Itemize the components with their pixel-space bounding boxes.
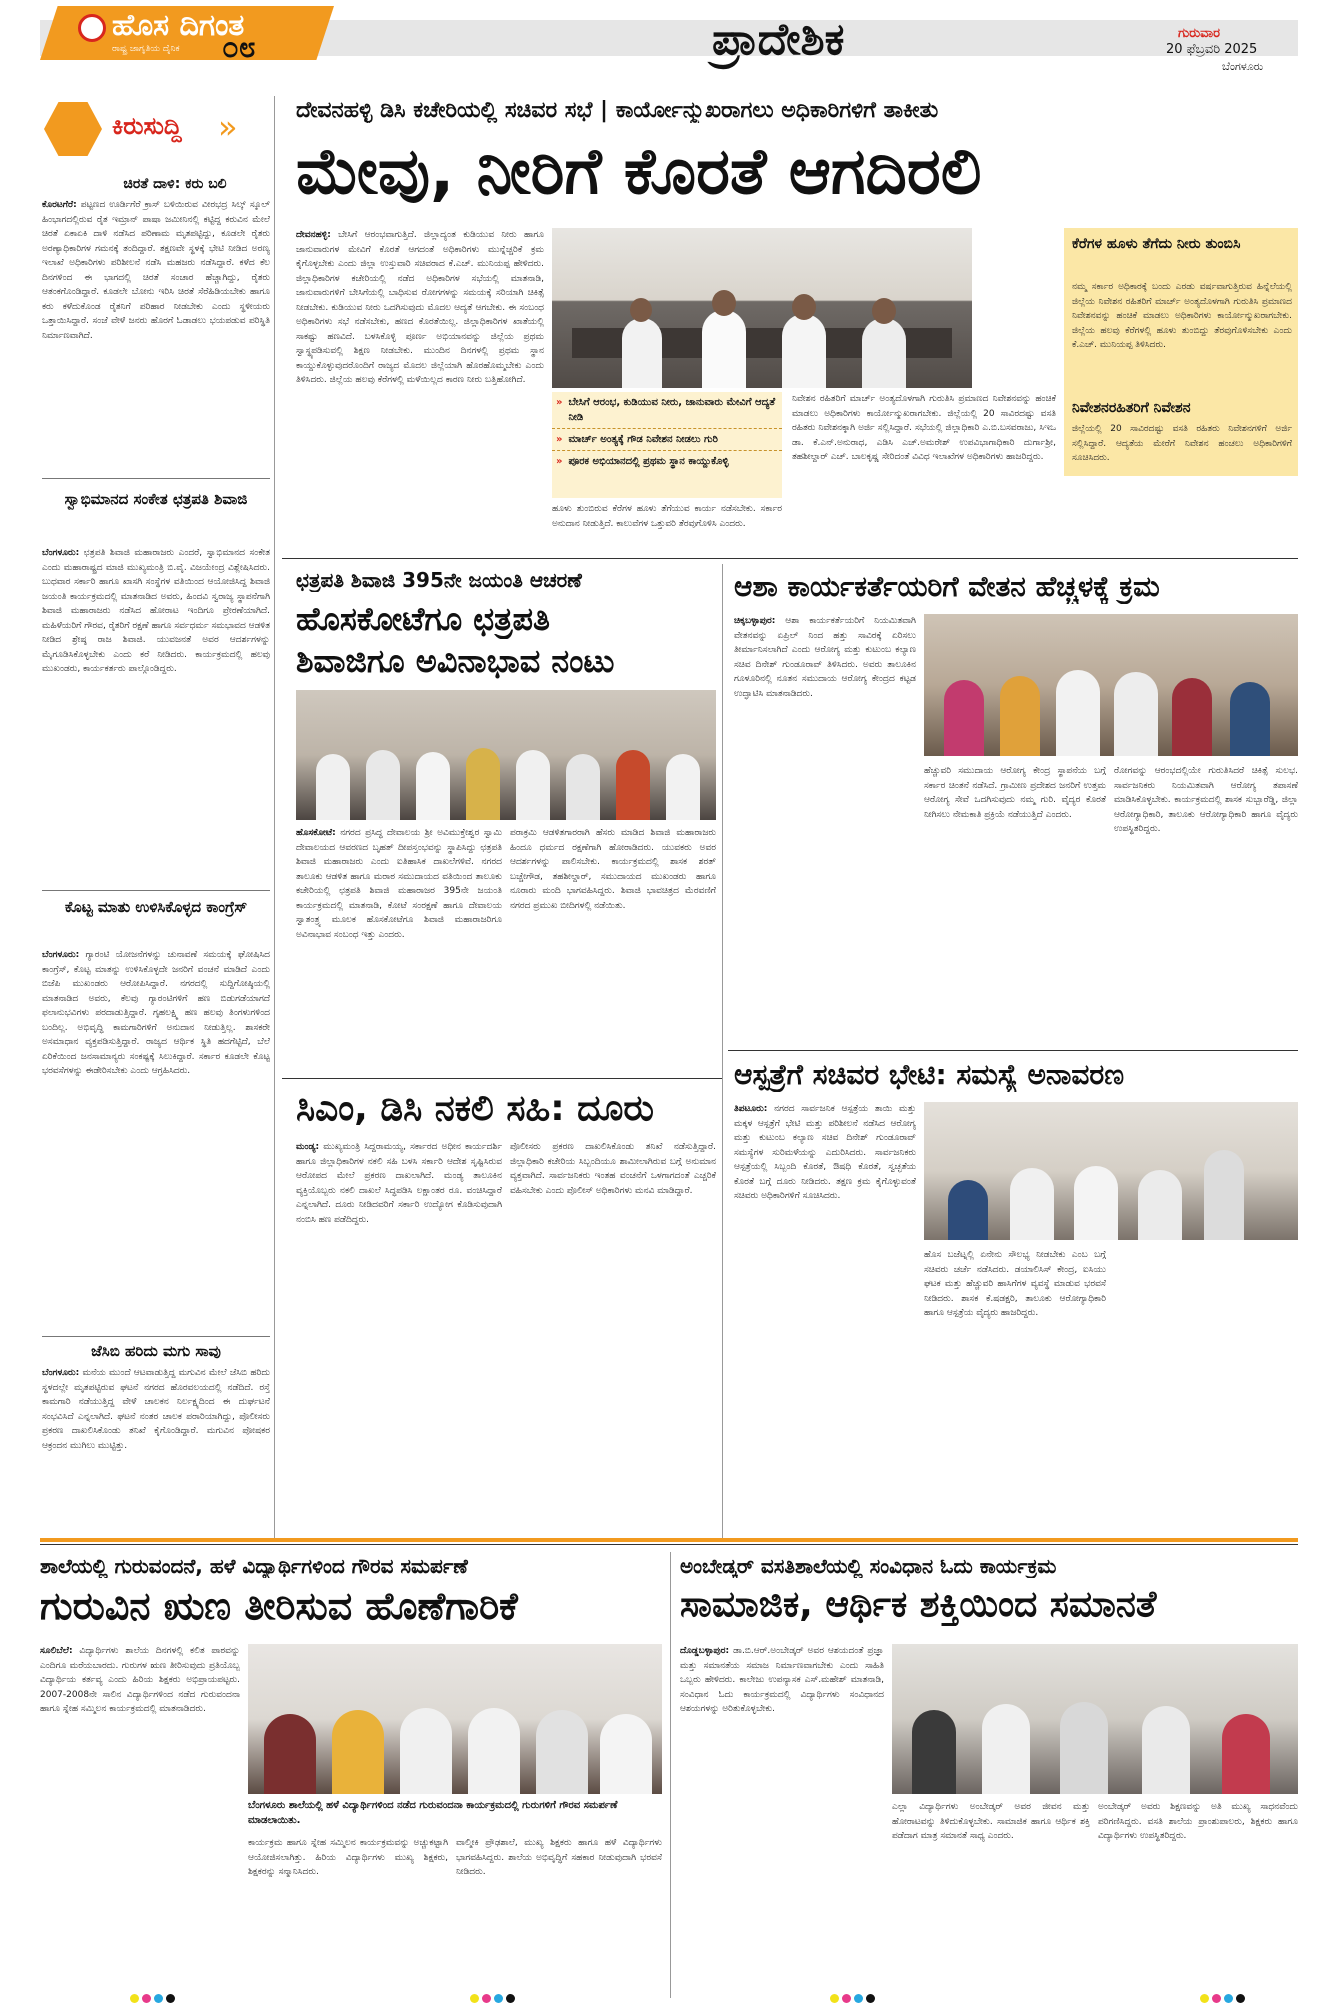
photo-person <box>1056 670 1100 756</box>
photo-person <box>1222 1714 1270 1794</box>
photo-person <box>782 314 826 388</box>
guru-photo <box>248 1644 662 1794</box>
photo-person <box>912 1710 956 1794</box>
photo-person <box>416 752 450 820</box>
photo-person <box>466 748 500 820</box>
shivaji-kicker: ಛತ್ರಪತಿ ಶಿವಾಜಿ 395ನೇ ಜಯಂತಿ ಆಚರಣೆ <box>296 568 582 592</box>
dateline: ಹೊಸಕೋಟೆ: <box>296 828 336 838</box>
ambedkar-col3: ಅಂಬೇಡ್ಕರ್ ಅವರು ಶಿಕ್ಷಣವನ್ನು ಅತಿ ಮುಖ್ಯ ಸಾಧನವೆಂದು ಪರಿಗಣಿಸಿದ್ದರು. ವಸತಿ ಶಾಲೆಯ ಪ್ರಾಂಶುಪಾಲರು, ಶಿಕ್ಷಕರು ಹಾಗೂ ವಿದ್ಯಾರ್ಥಿಗಳು ಉಪಸ್ಥಿತರಿದ್ದರು. <box>1098 1802 1298 1841</box>
lead-photo <box>552 228 972 388</box>
shivaji-headline-2: ಶಿವಾಜಿಗೂ ಅವಿನಾಭಾವ ನಂಟು <box>296 642 615 680</box>
photo-person <box>982 1704 1030 1794</box>
shivaji-headline-1: ಹೊಸಕೋಟೆಗೂ ಛತ್ರಪತಿ <box>296 600 550 638</box>
photo-head <box>792 294 816 320</box>
dateline: ದೇವನಹಳ್ಳಿ: <box>296 230 331 240</box>
photo-person <box>1000 676 1040 756</box>
box-title: ನಿವೇಶನರಹಿತರಿಗೆ ನಿವೇಶನ <box>1072 400 1191 416</box>
sidebar-separator <box>42 1336 270 1337</box>
sidebar-logo <box>40 96 254 162</box>
photo-person <box>1010 1168 1054 1240</box>
chevrons-icon: » <box>218 108 238 146</box>
asha-col1 <box>734 614 916 1044</box>
hospital-col3 <box>1114 1248 1298 1534</box>
dateline: ದೊಡ್ಡಬಳ್ಳಾಪುರ: <box>680 1646 730 1656</box>
asha-headline: ಆಶಾ ಕಾರ್ಯಕರ್ತೆಯರಿಗೆ ವೇತನ ಹೆಚ್ಚಳಕ್ಕೆ ಕ್ರಮ <box>734 570 1160 603</box>
guru-col1 <box>40 1644 240 1984</box>
sidebar-story-title: ಜೆಸಿಬಿ ಹರಿದು ಮಗು ಸಾವು <box>91 1342 221 1360</box>
guru-col3: ವಾಲ್ಮೀಕಿ ಪ್ರೌಢಶಾಲೆ, ಮುಖ್ಯ ಶಿಕ್ಷಕರು ಹಾಗೂ ಹಳೆ ವಿದ್ಯಾರ್ಥಿಗಳು ಭಾಗವಹಿಸಿದ್ದರು. ಶಾಲೆಯ ಅಭಿವೃದ್ಧಿಗೆ ಸಹಕಾರ ನೀಡುವುದಾಗಿ ಭರವಸೆ ನೀಡಿದರು. <box>456 1838 662 1877</box>
story-text: ವಿದ್ಯಾರ್ಥಿಗಳು ಶಾಲೆಯ ದಿನಗಳಲ್ಲಿ ಕಲಿತ ಪಾಠವನ್ನು ಎಂದಿಗೂ ಮರೆಯಬಾರದು. ಗುರುಗಳ ಋಣ ತೀರಿಸುವುದು ಪ್ರತಿಯೊಬ್ಬ ವಿದ್ಯಾರ್ಥಿಯ ಕರ್ತವ್ಯ ಎಂದು ಹಿರಿಯ ಶಿಕ್ಷಕರು ಅಭಿಪ್ರಾಯಪಟ್ಟರು. 2007-2008ನೇ ಸಾಲಿನ ವಿದ್ಯಾರ್ಥಿಗಳಿಂದ ನಡೆದ ಗುರುವಂದನಾ ಹಾಗೂ ಸ್ನೇಹ ಸಮ್ಮಿಲನ ಕಾರ್ಯಕ್ರಮದಲ್ಲಿ ಮಾತನಾಡಿದರು. <box>40 1646 240 1714</box>
sidebar-logo-text: ಕಿರುಸುದ್ದಿ <box>112 112 182 140</box>
story-text: ಗ್ಯಾರಂಟಿ ಯೋಜನೆಗಳನ್ನು ಚುನಾವಣೆ ಸಮಯಕ್ಕೆ ಘೋಷಿಸಿದ ಕಾಂಗ್ರೆಸ್, ಕೊಟ್ಟ ಮಾತನ್ನು ಉಳಿಸಿಕೊಳ್ಳದೇ ಜನರಿಗೆ ವಂಚನೆ ಮಾಡಿದೆ ಎಂದು ಬಿಜೆಪಿ ಮುಖಂಡರು ಆರೋಪಿಸಿದ್ದಾರೆ. ನಗರದಲ್ಲಿ ಸುದ್ದಿಗೋಷ್ಠಿಯಲ್ಲಿ ಮಾತನಾಡಿದ ಅವರು, ಕೆಲವು ಗ್ಯಾರಂಟಿಗಳಿಗೆ ಹಣ ಬಿಡುಗಡೆಯಾಗದೆ ಫಲಾನುಭವಿಗಳು ಪರದಾಡುತ್ತಿದ್ದಾರೆ. ಗೃಹಲಕ್ಷ್ಮಿ ಹಣ ಹಲವು ತಿಂಗಳುಗಳಿಂದ ಬಂದಿಲ್ಲ. ಅಭಿವೃದ್ಧಿ ಕಾಮಗಾರಿಗಳಿಗೆ ಅನುದಾನ ನೀಡುತ್ತಿಲ್ಲ. ಶಾಸಕರೇ ಅಸಮಾಧಾನ ವ್ಯಕ್ತಪಡಿಸುತ್ತಿದ್ದಾರೆ. ರಾಜ್ಯದ ಆರ್ಥಿಕ ಸ್ಥಿತಿ ಹದಗೆಟ್ಟಿದೆ, ಬೆಲೆ ಏರಿಕೆಯಿಂದ ಜನಸಾಮಾನ್ಯರು ಸಂಕಷ್ಟಕ್ಕೆ ಸಿಲುಕಿದ್ದಾರೆ. ಸರ್ಕಾರ ಕೂಡಲೇ ಕೊಟ್ಟ ಭರವಸೆಗಳನ್ನು ಈಡೇರಿಸಬೇಕು ಎಂದು ಆಗ್ರಹಿಸಿದರು. <box>42 950 270 1076</box>
story-text: ಡಾ.ಬಿ.ಆರ್.ಅಂಬೇಡ್ಕರ್ ಅವರ ಆಶಯದಂತೆ ಪ್ರಜ್ಞಾ ಮತ್ತು ಸಮಾನತೆಯ ಸಮಾಜ ನಿರ್ಮಾಣವಾಗಬೇಕು ಎಂದು ಸಾಹಿತಿ ಒಬ್ಬರು ಹೇಳಿದರು. ಕಾಲೇಜು ಉಪನ್ಯಾಸಕ ಎಸ್.ಮಹೇಶ್ ಮಾತನಾಡಿ, ಸಂವಿಧಾನ ಓದು ಕಾರ್ಯಕ್ರಮದಲ್ಲಿ ವಿದ್ಯಾರ್ಥಿಗಳು ಸಂವಿಧಾನದ ಆಶಯಗಳನ್ನು ಅರಿತುಕೊಳ್ಳಬೇಕು. <box>680 1646 884 1714</box>
photo-person <box>468 1708 520 1794</box>
hand-icon <box>44 102 102 156</box>
shivaji-col1 <box>296 826 502 1072</box>
asha-col3: ರೋಗವನ್ನು ಆರಂಭದಲ್ಲಿಯೇ ಗುರುತಿಸಿದರೆ ಚಿಕಿತ್ಸೆ ಸುಲಭ. ಸಾರ್ವಜನಿಕರು ನಿಯಮಿತವಾಗಿ ಆರೋಗ್ಯ ತಪಾಸಣೆ ಮಾಡಿಸಿಕೊಳ್ಳಬೇಕು. ಕಾರ್ಯಕ್ರಮದಲ್ಲಿ ಶಾಸಕ ಸುಬ್ಬಾರೆಡ್ಡಿ, ಜಿಲ್ಲಾ ಆರೋಗ್ಯಾಧಿಕಾರಿ, ತಾಲೂಕು ಆರೋಗ್ಯಾಧಿಕಾರಿ ಹಾಗೂ ವೈದ್ಯರು ಉಪಸ್ಥಿತರಿದ್ದರು. <box>1114 766 1298 834</box>
sidebar-story-body <box>42 198 270 470</box>
photo-person <box>666 754 700 820</box>
section-divider <box>40 1544 1298 1545</box>
story-text: ನಗರದ ಪ್ರಸಿದ್ಧ ದೇವಾಲಯ ಶ್ರೀ ಅವಿಮುಕ್ತೇಶ್ವರ ಸ್ವಾಮಿ ದೇವಾಲಯದ ಆವರಣದ ಬೃಹತ್ ದೀಪಸ್ತಂಭವನ್ನು ಸ್ಥಾಪಿಸಿದ್ದು ಛತ್ರಪತಿ ಶಿವಾಜಿ ಮಹಾರಾಜರು ಎಂದು ಐತಿಹಾಸಿಕ ದಾಖಲೆಗಳಿವೆ. ನಗರದ ತಾಲೂಕು ಆಡಳಿತ ಹಾಗೂ ಮರಾಠ ಸಮುದಾಯದ ವತಿಯಿಂದ ತಾಲೂಕು ಕಚೇರಿಯಲ್ಲಿ ಛತ್ರಪತಿ ಶಿವಾಜಿ ಮಹಾರಾಜರ 395ನೇ ಜಯಂತಿ ಕಾರ್ಯಕ್ರಮದಲ್ಲಿ ಮಾತನಾಡಿ, ಕೋಟೆ ಸಂರಕ್ಷಣೆ ಹಾಗೂ ದೇವಾಲಯ ಸ್ವಾತಂತ್ರ್ಯ ಮೂಲಕ ಹೊಸಕೋಟೆಗೂ ಶಿವಾಜಿ ಮಹಾರಾಜರಿಗೂ ಅವಿನಾಭಾವ ಸಂಬಂಧ ಇತ್ತು ಎಂದರು. <box>296 828 502 940</box>
dateline: ತಿಪಟೂರು: <box>734 1104 768 1114</box>
sidebar-story-title: ಕೊಟ್ಟ ಮಾತು ಉಳಿಸಿಕೊಳ್ಳದ ಕಾಂಗ್ರೆಸ್ <box>64 898 248 916</box>
photo-head <box>630 298 652 322</box>
photo-person <box>316 754 350 820</box>
section-divider <box>282 558 1298 559</box>
brand-logo-icon <box>78 14 106 42</box>
bullet-item: » ಬೇಸಿಗೆ ಆರಂಭ, ಕುಡಿಯುವ ನೀರು, ಜಾನುವಾರು ಮೇವಿಗೆ ಆದ್ಯತೆ ನೀಡಿ <box>552 392 782 429</box>
photo-person <box>516 750 550 820</box>
column-divider <box>670 1552 671 1998</box>
brand-name: ಹೊಸ ದಿಗಂತ <box>112 8 245 43</box>
story-text: ಛತ್ರಪತಿ ಶಿವಾಜಿ ಮಹಾರಾಜರು ಎಂದರೆ, ಸ್ವಾಭಿಮಾನದ ಸಂಕೇತ ಎಂದು ಮಹಾರಾಷ್ಟ್ರದ ಮಾಜಿ ಮುಖ್ಯಮಂತ್ರಿ ಬಿ.ವೈ. ವಿಜಯೇಂದ್ರ ವಿಶ್ಲೇಷಿಸಿದರು. ಬುಧವಾರ ಸರ್ಕಾರಿ ಹಾಗೂ ಖಾಸಗಿ ಸಂಸ್ಥೆಗಳ ವತಿಯಿಂದ ಆಯೋಜಿಸಿದ್ದ ಶಿವಾಜಿ ಜಯಂತಿ ಕಾರ್ಯಕ್ರಮದಲ್ಲಿ ಮಾತನಾಡಿದ ಅವರು, ಹಿಂದವಿ ಸ್ವರಾಜ್ಯ ಸ್ಥಾಪನೆಗಾಗಿ ಶಿವಾಜಿ ಮಹಾರಾಜರು ನಡೆಸಿದ ಹೋರಾಟ ಇಂದಿಗೂ ಪ್ರೇರಣೆಯಾಗಿದೆ. ಮಹಿಳೆಯರಿಗೆ ಗೌರವ, ರೈತರಿಗೆ ರಕ್ಷಣೆ ಹಾಗೂ ಸರ್ವಧರ್ಮ ಸಮಭಾವದ ಆಡಳಿತ ನೀಡಿದ ಶ್ರೇಷ್ಠ ರಾಜ ಶಿವಾಜಿ. ಯುವಜನತೆ ಅವರ ಆದರ್ಶಗಳನ್ನು ಮೈಗೂಡಿಸಿಕೊಳ್ಳಬೇಕು ಎಂದು ಕರೆ ನೀಡಿದರು. ಕಾರ್ಯಕ್ರಮದಲ್ಲಿ ಹಲವು ಮುಖಂಡರು, ಕಾರ್ಯಕರ್ತರು ಪಾಲ್ಗೊಂಡಿದ್ದರು. <box>42 548 270 674</box>
story-text: ಬೇಸಿಗೆ ಆರಂಭವಾಗುತ್ತಿದೆ. ಜಿಲ್ಲಾದ್ಯಂತ ಕುಡಿಯುವ ನೀರು ಹಾಗೂ ಜಾನುವಾರುಗಳ ಮೇವಿಗೆ ಕೊರತೆ ಆಗದಂತೆ ಅಧಿಕಾರಿಗಳು ಮುನ್ನೆಚ್ಚರಿಕೆ ಕ್ರಮ ಕೈಗೊಳ್ಳಬೇಕು ಎಂದು ಜಿಲ್ಲಾ ಉಸ್ತುವಾರಿ ಸಚಿವರಾದ ಕೆ.ಎಚ್. ಮುನಿಯಪ್ಪ ಹೇಳಿದರು. ಜಿಲ್ಲಾಧಿಕಾರಿಗಳ ಕಚೇರಿಯಲ್ಲಿ ನಡೆದ ಅಧಿಕಾರಿಗಳ ಸಭೆಯಲ್ಲಿ ಮಾತನಾಡಿ, ಜಾನುವಾರುಗಳಿಗೆ ಬೇಸಿಗೆಯಲ್ಲಿ ಬಾಧಿಸುವ ರೋಗಗಳನ್ನು ಸಮಯಕ್ಕೆ ಸರಿಯಾಗಿ ಚಿಕಿತ್ಸೆ ನೀಡಬೇಕು. ಕುಡಿಯುವ ನೀರು ಒದಗಿಸುವುದು ಮೊದಲ ಆದ್ಯತೆ ಆಗಬೇಕು. ಈ ಸಂಬಂಧ ಅಧಿಕಾರಿಗಳು ಸಭೆ ನಡೆಸಬೇಕು, ಹಣದ ಕೊರತೆಯಿಲ್ಲ. ಜಿಲ್ಲಾಧಿಕಾರಿಗಳ ಖಾತೆಯಲ್ಲಿ ಸಾಕಷ್ಟು ಹಣವಿದೆ. ಬಳಸಿಕೊಳ್ಳಿ ಪೂರ್ಣ ಅಭಿಯಾನವನ್ನು ಜಿಲ್ಲೆಯ ಪ್ರಥಮ ಸ್ವಾಸ್ಥ್ಯಪಡಿಸುವಲ್ಲಿ ಶಿಕ್ಷಣ ನೀಡಬೇಕು. ಮುಂದಿನ ದಿನಗಳಲ್ಲಿ ಪ್ರಥಮ ಸ್ಥಾನ ಕಾಯ್ದುಕೊಳ್ಳುವುದರೊಂದಿಗೆ ರಾಜ್ಯದ ಮೊದಲ ಜಿಲ್ಲೆಯಾಗಿ ಹೊರಹೊಮ್ಮಬೇಕು ಎಂದು ತಿಳಿಸಿದರು. ಜಿಲ್ಲೆಯ ಹಲವು ಕೆರೆಗಳಲ್ಲಿ ಮಳೆಯಿಲ್ಲದ ಕಾರಣ ನೀರು ಬತ್ತಿಹೋಗಿದೆ. <box>296 230 544 385</box>
shivaji-photo <box>296 690 716 820</box>
hospital-photo <box>924 1102 1298 1240</box>
lead-body-col3: ನಿವೇಶನ ರಹಿತರಿಗೆ ಮಾರ್ಚ್ ಅಂತ್ಯದೊಳಗಾಗಿ ಗುರುತಿಸಿ ಪ್ರಮಾಣದ ನಿವೇಶನವನ್ನು ಹಂಚಿಕೆ ಮಾಡಲು ಅಧಿಕಾರಿಗಳು ಕಾರ್ಯೋನ್ಮುಖರಾಗಬೇಕು. ಜಿಲ್ಲೆಯಲ್ಲಿ 20 ಸಾವಿರದಷ್ಟು ವಸತಿ ರಹಿತರು ನಿವೇಶನಕ್ಕಾಗಿ ಅರ್ಜಿ ಸಲ್ಲಿಸಿದ್ದಾರೆ. ಸಭೆಯಲ್ಲಿ ಜಿಲ್ಲಾಧಿಕಾರಿ ಎ.ಬಿ.ಬಸವರಾಜು, ಸಿಇಒ ಡಾ. ಕೆ.ಎನ್.ಅನುರಾಧ, ಎಡಿಸಿ ಎಚ್.ಅಮರೇಶ್ ಉಪವಿಭಾಗಾಧಿಕಾರಿ ದುರ್ಗಾಶ್ರೀ, ತಹಶೀಲ್ದಾರ್ ಎಚ್. ಬಾಲಕೃಷ್ಣ ಸೇರಿದಂತೆ ವಿವಿಧ ಇಲಾಖೆಗಳ ಅಧಿಕಾರಿಗಳು ಹಾಜರಿದ್ದರು. <box>792 394 1056 462</box>
photo-person <box>1142 1706 1190 1794</box>
sidebar-divider <box>274 96 275 1540</box>
registration-marks <box>130 1994 175 2003</box>
story-text: ನಗರದ ಸಾರ್ವಜನಿಕ ಆಸ್ಪತ್ರೆಯ ತಾಯಿ ಮತ್ತು ಮಕ್ಕಳ ಆಸ್ಪತ್ರೆಗೆ ಭೇಟಿ ಮತ್ತು ಪರಿಶೀಲನೆ ನಡೆಸಿದ ಆರೋಗ್ಯ ಮತ್ತು ಕುಟುಂಬ ಕಲ್ಯಾಣ ಸಚಿವ ದಿನೇಶ್ ಗುಂಡೂರಾವ್ ಸಮಸ್ಯೆಗಳ ಸುರಿಮಳೆಯನ್ನು ಎದುರಿಸಿದರು. ಸಾರ್ವಜನಿಕರು ಆಸ್ಪತ್ರೆಯಲ್ಲಿ ಸಿಬ್ಬಂದಿ ಕೊರತೆ, ಔಷಧಿ ಕೊರತೆ, ಸ್ವಚ್ಛತೆಯ ಕೊರತೆ ಬಗ್ಗೆ ದೂರು ನೀಡಿದರು. ತಕ್ಷಣ ಕ್ರಮ ಕೈಗೊಳ್ಳುವಂತೆ ಸಚಿವರು ಅಧಿಕಾರಿಗಳಿಗೆ ಸೂಚಿಸಿದರು. <box>734 1104 916 1201</box>
arrow-icon: » <box>556 456 563 467</box>
ambedkar-kicker: ಅಂಬೇಡ್ಕರ್ ವಸತಿಶಾಲೆಯಲ್ಲಿ ಸಂವಿಧಾನ ಓದು ಕಾರ್ಯಕ್ರಮ <box>680 1554 1057 1578</box>
box-body: ನಮ್ಮ ಸರ್ಕಾರ ಅಧಿಕಾರಕ್ಕೆ ಬಂದು ಎರಡು ವರ್ಷವಾಗುತ್ತಿರುವ ಹಿನ್ನೆಲೆಯಲ್ಲಿ ಜಿಲ್ಲೆಯ ನಿವೇಶನ ರಹಿತರಿಗೆ ಮಾರ್ಚ್ ಅಂತ್ಯದೊಳಗಾಗಿ ಗುರುತಿಸಿ ಪ್ರಮಾಣದ ನಿವೇಶನವನ್ನು ಹಂಚಿಕೆ ಮಾಡಲು ಅಧಿಕಾರಿಗಳು ಕಾರ್ಯೋನ್ಮುಖರಾಗಬೇಕು. ಜಿಲ್ಲೆಯ ಹಲವು ಕೆರೆಗಳಲ್ಲಿ ಹೂಳು ತುಂಬಿದ್ದು ತೆರವುಗೊಳಿಸಬೇಕು ಎಂದು ಕೆ.ಎಚ್. ಮುನಿಯಪ್ಪ ತಿಳಿಸಿದರು. <box>1072 282 1292 350</box>
photo-person <box>622 318 662 388</box>
hospital-headline: ಆಸ್ಪತ್ರೆಗೆ ಸಚಿವರ ಭೇಟಿ: ಸಮಸ್ಯೆ ಅನಾವರಣ <box>734 1058 1125 1091</box>
photo-person <box>702 310 746 388</box>
ambedkar-photo <box>892 1644 1298 1794</box>
accent-bar <box>40 1538 1298 1542</box>
asha-photo <box>924 614 1298 756</box>
photo-person <box>1074 1166 1118 1240</box>
sidebar-story-title: ಚಿರತೆ ದಾಳಿ: ಕರು ಬಲಿ <box>123 176 227 192</box>
sidebar-story-body <box>42 546 270 884</box>
masthead <box>0 0 1338 73</box>
sidebar-story-title: ಸ್ವಾಭಿಮಾನದ ಸಂಕೇತ ಛತ್ರಪತಿ ಶಿವಾಜಿ <box>64 490 248 508</box>
column-divider <box>722 564 723 1540</box>
photo-person <box>600 1714 652 1794</box>
lead-headline: ಮೇವು, ನೀರಿಗೆ ಕೊರತೆ ಆಗದಿರಲಿ <box>296 135 982 209</box>
page-number: ೦೮ <box>222 30 256 65</box>
photo-person <box>264 1714 316 1794</box>
photo-head <box>872 298 896 324</box>
dateline: ಬೆಂಗಳೂರು: <box>42 548 80 558</box>
photo-person <box>944 680 984 756</box>
photo-person <box>1204 1150 1244 1240</box>
story-text: ಆಶಾ ಕಾರ್ಯಕರ್ತೆಯರಿಗೆ ನಿಯಮಿತವಾಗಿ ವೇತನವನ್ನು ಏಪ್ರಿಲ್ ನಿಂದ ಹತ್ತು ಸಾವಿರಕ್ಕೆ ಏರಿಸಲು ತೀರ್ಮಾನಿಸಲಾಗಿದೆ ಎಂದು ಆರೋಗ್ಯ ಮತ್ತು ಕುಟುಂಬ ಕಲ್ಯಾಣ ಸಚಿವ ದಿನೇಶ್ ಗುಂಡೂರಾವ್ ತಿಳಿಸಿದರು. ಅವರು ತಾಲೂಕಿನ ಗೂಳೂರಿನಲ್ಲಿ ನೂತನ ಸಮುದಾಯ ಆರೋಗ್ಯ ಕೇಂದ್ರದ ಕಟ್ಟಡ ಉದ್ಘಾಟಿಸಿ ಮಾತನಾಡಿದರು. <box>734 616 916 699</box>
lead-kicker: ದೇವನಹಳ್ಳಿ ಡಿಸಿ ಕಚೇರಿಯಲ್ಲಿ ಸಚಿವರ ಸಭೆ | ಕಾರ್ಯೋನ್ಮುಖರಾಗಲು ಅಧಿಕಾರಿಗಳಿಗೆ ತಾಕೀತು <box>296 98 939 123</box>
masthead-day: ಗುರುವಾರ <box>1178 26 1220 41</box>
box-title: ಕೆರೆಗಳ ಹೂಳು ತೆಗೆದು ನೀರು ತುಂಬಿಸಿ <box>1072 236 1241 252</box>
bullet-item: » ಪೂರಕ ಅಭಿಯಾನದಲ್ಲಿ ಪ್ರಥಮ ಸ್ಥಾನ ಕಾಯ್ದುಕೊಳ್ಳಿ <box>556 456 729 467</box>
asha-col2: ಹೆಚ್ಚುವರಿ ಸಮುದಾಯ ಆರೋಗ್ಯ ಕೇಂದ್ರ ಸ್ಥಾಪನೆಯ ಬಗ್ಗೆ ಸರ್ಕಾರ ಚಿಂತನೆ ನಡೆಸಿದೆ. ಗ್ರಾಮೀಣ ಪ್ರದೇಶದ ಜನರಿಗೆ ಉತ್ತಮ ಆರೋಗ್ಯ ಸೇವೆ ಒದಗಿಸುವುದು ನಮ್ಮ ಗುರಿ. ವೈದ್ಯರ ಕೊರತೆ ನೀಗಿಸಲು ನೇಮಕಾತಿ ಪ್ರಕ್ರಿಯೆ ನಡೆಯುತ್ತಿದೆ ಎಂದರು. <box>924 766 1106 820</box>
cm-col1 <box>296 1140 502 1534</box>
guru-caption: ಬೆಂಗಳೂರು ಶಾಲೆಯಲ್ಲಿ ಹಳೆ ವಿದ್ಯಾರ್ಥಿಗಳಿಂದ ನಡೆದ ಗುರುವಂದನಾ ಕಾರ್ಯಕ್ರಮದಲ್ಲಿ ಗುರುಗಳಿಗೆ ಗೌರವ ಸಮರ್ಪಣೆ ಮಾಡಲಾಯಿತು. <box>248 1800 618 1826</box>
masthead-city: ಬೆಂಗಳೂರು <box>1222 60 1264 73</box>
photo-person <box>1230 682 1270 756</box>
registration-marks <box>830 1994 875 2003</box>
ambedkar-headline: ಸಾಮಾಜಿಕ, ಆರ್ಥಿಕ ಶಕ್ತಿಯಿಂದ ಸಮಾನತೆ <box>680 1584 1157 1625</box>
photo-person <box>948 1180 988 1240</box>
dateline: ಬೆಂಗಳೂರು: <box>42 950 80 960</box>
section-title: ಪ್ರಾದೇಶಿಕ <box>712 14 845 65</box>
photo-person <box>332 1710 384 1794</box>
registration-marks <box>1200 1994 1245 2003</box>
photo-person <box>1060 1702 1108 1794</box>
dateline: ಚಿಕ್ಕಬಳ್ಳಾಪುರ: <box>734 616 776 626</box>
cm-col2: ಪೊಲೀಸರು ಪ್ರಕರಣ ದಾಖಲಿಸಿಕೊಂಡು ತನಿಖೆ ನಡೆಸುತ್ತಿದ್ದಾರೆ. ಜಿಲ್ಲಾಧಿಕಾರಿ ಕಚೇರಿಯ ಸಿಬ್ಬಂದಿಯೂ ಶಾಮೀಲಾಗಿರುವ ಬಗ್ಗೆ ಅನುಮಾನ ವ್ಯಕ್ತವಾಗಿದೆ. ಸಾರ್ವಜನಿಕರು ಇಂತಹ ವಂಚನೆಗೆ ಒಳಗಾಗದಂತೆ ಎಚ್ಚರಿಕೆ ವಹಿಸಬೇಕು ಎಂದು ಪೊಲೀಸ್ ಅಧಿಕಾರಿಗಳು ಮನವಿ ಮಾಡಿದ್ದಾರೆ. <box>510 1142 716 1196</box>
photo-person <box>400 1708 452 1794</box>
hospital-col2: ಹೊಸ ಬಜೆಟ್ನಲ್ಲಿ ಏನೇನು ಸೌಲಭ್ಯ ನೀಡಬೇಕು ಎಂಬ ಬಗ್ಗೆ ಸಚಿವರು ಚರ್ಚೆ ನಡೆಸಿದರು. ಡಯಾಲಿಸಿಸ್ ಕೇಂದ್ರ, ಐಸಿಯು ಘಟಕ ಮತ್ತು ಹೆಚ್ಚುವರಿ ಹಾಸಿಗೆಗಳ ವ್ಯವಸ್ಥೆ ಮಾಡುವ ಭರವಸೆ ನೀಡಿದರು. ಶಾಸಕ ಕೆ.ಷಡಕ್ಷರಿ, ತಾಲೂಕು ಆರೋಗ್ಯಾಧಿಕಾರಿ ಹಾಗೂ ಆಸ್ಪತ್ರೆಯ ವೈದ್ಯರು ಹಾಜರಿದ್ದರು. <box>924 1250 1106 1318</box>
guru-kicker: ಶಾಲೆಯಲ್ಲಿ ಗುರುವಂದನೆ, ಹಳೆ ವಿದ್ಯಾರ್ಥಿಗಳಿಂದ ಗೌರವ ಸಮರ್ಪಣೆ <box>40 1554 468 1578</box>
sidebar-separator <box>42 890 270 891</box>
lead-bullets-box <box>552 392 782 498</box>
sidebar-story-body <box>42 1366 270 1534</box>
ambedkar-col1 <box>680 1644 884 1984</box>
guru-col2: ಕಾರ್ಯಕ್ರಮ ಹಾಗೂ ಸ್ನೇಹ ಸಮ್ಮಿಲನ ಕಾರ್ಯಕ್ರಮವನ್ನು ಅಚ್ಚುಕಟ್ಟಾಗಿ ಆಯೋಜಿಸಲಾಗಿತ್ತು. ಹಿರಿಯ ವಿದ್ಯಾರ್ಥಿಗಳು ಮುಖ್ಯ ಶಿಕ್ಷಕರು, ಶಿಕ್ಷಕರನ್ನು ಸನ್ಮಾನಿಸಿದರು. <box>248 1838 448 1877</box>
photo-person <box>1172 678 1212 756</box>
section-divider <box>728 1050 1298 1051</box>
box-body: ಜಿಲ್ಲೆಯಲ್ಲಿ 20 ಸಾವಿರದಷ್ಟು ವಸತಿ ರಹಿತರು ನಿವೇಶನಗಳಿಗೆ ಅರ್ಜಿ ಸಲ್ಲಿಸಿದ್ದಾರೆ. ಆದ್ಯತೆಯ ಮೇರೆಗೆ ನಿವೇಶನ ಹಂಚಲು ಅಧಿಕಾರಿಗಳಿಗೆ ಸೂಚಿಸಿದರು. <box>1072 424 1292 463</box>
masthead-date: 20 ಫೆಬ್ರವರಿ 2025 <box>1166 42 1258 57</box>
lead-under-photo: ಹೂಳು ತುಂಬಿರುವ ಕೆರೆಗಳ ಹೂಳು ತೆಗೆಯುವ ಕಾರ್ಯ ನಡೆಸಬೇಕು. ಸರ್ಕಾರ ಅನುದಾನ ನೀಡುತ್ತಿದೆ. ಕಾಲುವೆಗಳ ಒತ್ತುವರಿ ತೆರವುಗೊಳಿಸಿ ಎಂದರು. <box>552 504 782 529</box>
photo-person <box>862 318 906 388</box>
lead-body-col1 <box>296 228 544 550</box>
photo-person <box>616 750 650 820</box>
photo-head <box>712 290 736 316</box>
photo-person <box>536 1710 588 1794</box>
arrow-icon: » <box>556 434 563 445</box>
photo-person <box>366 750 400 820</box>
sidebar-separator <box>42 478 270 479</box>
hospital-col1 <box>734 1102 916 1534</box>
photo-person <box>1138 1170 1182 1240</box>
photo-person <box>566 754 600 820</box>
story-text: ಮುಖ್ಯಮಂತ್ರಿ ಸಿದ್ದರಾಮಯ್ಯ, ಸರ್ಕಾರದ ಅಧೀನ ಕಾರ್ಯದರ್ಶಿ ಹಾಗೂ ಜಿಲ್ಲಾಧಿಕಾರಿಗಳ ನಕಲಿ ಸಹಿ ಬಳಸಿ ಸರ್ಕಾರಿ ಆದೇಶ ಸೃಷ್ಟಿಸಿರುವ ಆರೋಪದ ಮೇಲೆ ಪ್ರಕರಣ ದಾಖಲಾಗಿದೆ. ಮಂಡ್ಯ ತಾಲೂಕಿನ ವ್ಯಕ್ತಿಯೊಬ್ಬರು ನಕಲಿ ದಾಖಲೆ ಸಿದ್ಧಪಡಿಸಿ ಲಕ್ಷಾಂತರ ರೂ. ವಂಚಿಸಿದ್ದಾರೆ ಎನ್ನಲಾಗಿದೆ. ದೂರು ನೀಡಿದವರಿಗೆ ಸರ್ಕಾರಿ ಉದ್ಯೋಗ ಕೊಡಿಸುವುದಾಗಿ ನಂಬಿಸಿ ಹಣ ಪಡೆದಿದ್ದರು. <box>296 1142 502 1225</box>
section-divider <box>282 1078 722 1079</box>
guru-headline: ಗುರುವಿನ ಋಣ ತೀರಿಸುವ ಹೊಣೆಗಾರಿಕೆ <box>40 1584 518 1628</box>
dateline: ಬೆಂಗಳೂರು: <box>42 1368 80 1378</box>
dateline: ಕೊರಟಗೆರೆ: <box>42 200 77 210</box>
sidebar-story-body <box>42 948 270 1330</box>
dateline: ಮಂಡ್ಯ: <box>296 1142 320 1152</box>
bullet-item: » ಮಾರ್ಚ್ ಅಂತ್ಯಕ್ಕೆ ಗೌಡ ನಿವೇಶನ ನೀಡಲು ಗುರಿ <box>552 429 782 451</box>
photo-person <box>1114 672 1158 756</box>
lead-box-tail <box>1064 482 1298 550</box>
arrow-icon: » <box>556 397 563 408</box>
story-text: ಪಟ್ಟಣದ ಊರ್ಡಿಗೆರೆ ಕ್ರಾಸ್ ಬಳಿಯಿರುವ ವೀರಭದ್ರ ಸಿಲ್ಕ್ ಸ್ಕೂಲ್ ಹಿಂಭಾಗದಲ್ಲಿರುವ ರೈತ ಇಮ್ರಾನ್ ಪಾಷಾ ಜಮೀನಿನಲ್ಲಿ ಕಟ್ಟಿದ್ದ ಕರುವಿನ ಮೇಲೆ ಚಿರತೆ ಏಕಾಏಕಿ ದಾಳಿ ನಡೆಸಿದ ಪರಿಣಾಮ ಮೃತಪಟ್ಟಿದ್ದು, ಕೂಡಲೇ ರೈತರು ಅರಣ್ಯಾಧಿಕಾರಿಗಳ ಗಮನಕ್ಕೆ ತಂದಿದ್ದಾರೆ. ತಕ್ಷಣವೇ ಸ್ಥಳಕ್ಕೆ ಭೇಟಿ ನೀಡಿದ ಅರಣ್ಯ ಇಲಾಖೆ ಅಧಿಕಾರಿಗಳು ಪರಿಶೀಲನೆ ನಡೆಸಿ ಮಹಜರು ನಡೆಸಿದ್ದಾರೆ. ಕಳೆದ ಕೆಲ ದಿನಗಳಿಂದ ಈ ಭಾಗದಲ್ಲಿ ಚಿರತೆ ಸಂಚಾರ ಹೆಚ್ಚಾಗಿದ್ದು, ರೈತರು ಆತಂಕಗೊಂಡಿದ್ದಾರೆ. ಕೂಡಲೇ ಬೋನು ಇರಿಸಿ ಚಿರತೆ ಸೆರೆಹಿಡಿಯಬೇಕು ಹಾಗೂ ಕರು ಕಳೆದುಕೊಂಡ ರೈತನಿಗೆ ಪರಿಹಾರ ನೀಡಬೇಕು ಎಂದು ಸ್ಥಳೀಯರು ಒತ್ತಾಯಿಸಿದ್ದಾರೆ. ಸಂಜೆ ವೇಳೆ ಜನರು ಹೊರಗೆ ಓಡಾಡಲು ಭಯಪಡುವ ಪರಿಸ್ಥಿತಿ ನಿರ್ಮಾಣವಾಗಿದೆ. <box>42 200 270 341</box>
ambedkar-col2: ಎಲ್ಲಾ ವಿದ್ಯಾರ್ಥಿಗಳು ಅಂಬೇಡ್ಕರ್ ಅವರ ಜೀವನ ಮತ್ತು ಹೋರಾಟವನ್ನು ತಿಳಿದುಕೊಳ್ಳಬೇಕು. ಸಾಮಾಜಿಕ ಹಾಗೂ ಆರ್ಥಿಕ ಶಕ್ತಿ ಪಡೆದಾಗ ಮಾತ್ರ ಸಮಾನತೆ ಸಾಧ್ಯ ಎಂದರು. <box>892 1802 1090 1841</box>
dateline: ಸೂಲಿಬೆಲೆ: <box>40 1646 73 1656</box>
registration-marks <box>470 1994 515 2003</box>
brand-tagline: ರಾಷ್ಟ್ರ ಜಾಗೃತಿಯ ದೈನಿಕ <box>112 44 180 54</box>
story-text: ಮನೆಯ ಮುಂದೆ ಆಟವಾಡುತ್ತಿದ್ದ ಮಗುವಿನ ಮೇಲೆ ಜೆಸಿಬಿ ಹರಿದು ಸ್ಥಳದಲ್ಲೇ ಮೃತಪಟ್ಟಿರುವ ಘಟನೆ ನಗರದ ಹೊರವಲಯದಲ್ಲಿ ನಡೆದಿದೆ. ರಸ್ತೆ ಕಾಮಗಾರಿ ನಡೆಯುತ್ತಿದ್ದ ವೇಳೆ ಚಾಲಕನ ನಿರ್ಲಕ್ಷ್ಯದಿಂದ ಈ ದುರ್ಘಟನೆ ಸಂಭವಿಸಿದೆ ಎನ್ನಲಾಗಿದೆ. ಘಟನೆ ನಂತರ ಚಾಲಕ ಪರಾರಿಯಾಗಿದ್ದು, ಪೊಲೀಸರು ಪ್ರಕರಣ ದಾಖಲಿಸಿಕೊಂಡು ತನಿಖೆ ಕೈಗೊಂಡಿದ್ದಾರೆ. ಮಗುವಿನ ಪೋಷಕರ ಆಕ್ರಂದನ ಮುಗಿಲು ಮುಟ್ಟಿತ್ತು. <box>42 1368 270 1451</box>
shivaji-col2: ಪರಾಕ್ರಮಿ ಆಡಳಿತಗಾರರಾಗಿ ಹೆಸರು ಮಾಡಿದ ಶಿವಾಜಿ ಮಹಾರಾಜರು ಹಿಂದೂ ಧರ್ಮದ ರಕ್ಷಣೆಗಾಗಿ ಹೋರಾಡಿದರು. ಯುವಕರು ಅವರ ಆದರ್ಶಗಳನ್ನು ಪಾಲಿಸಬೇಕು. ಕಾರ್ಯಕ್ರಮದಲ್ಲಿ ಶಾಸಕ ಶರತ್ ಬಚ್ಚೇಗೌಡ, ತಹಶೀಲ್ದಾರ್, ಸಮುದಾಯದ ಮುಖಂಡರು ಹಾಗೂ ನೂರಾರು ಮಂದಿ ಭಾಗವಹಿಸಿದ್ದರು. ಶಿವಾಜಿ ಭಾವಚಿತ್ರದ ಮೆರವಣಿಗೆ ನಗರದ ಪ್ರಮುಖ ಬೀದಿಗಳಲ್ಲಿ ನಡೆಯಿತು. <box>510 828 716 911</box>
cm-headline: ಸಿಎಂ, ಡಿಸಿ ನಕಲಿ ಸಹಿ: ದೂರು <box>296 1088 654 1129</box>
